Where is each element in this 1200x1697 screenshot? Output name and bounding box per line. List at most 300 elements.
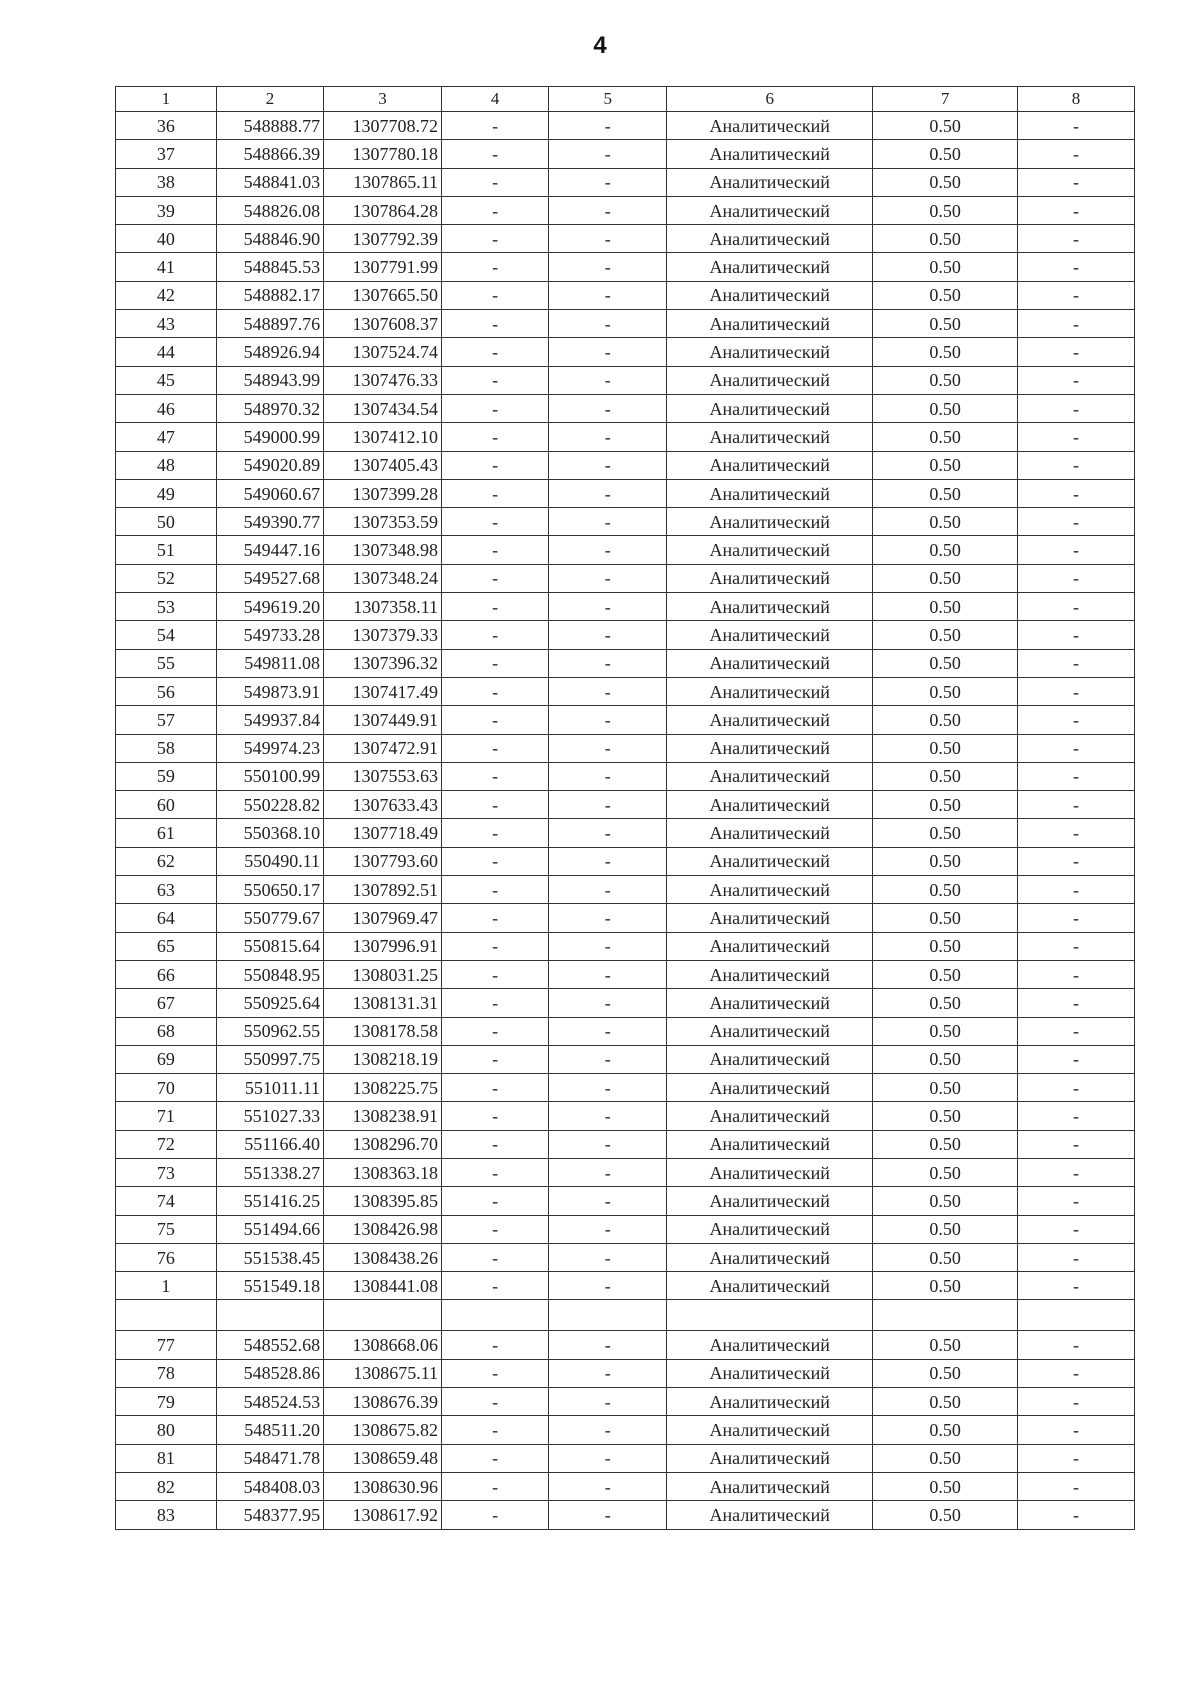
point-number-cell: 82 bbox=[116, 1472, 217, 1500]
column-5-cell: - bbox=[549, 310, 667, 338]
x-coordinate-cell: 551166.40 bbox=[216, 1130, 323, 1158]
table-row bbox=[116, 1243, 1135, 1271]
point-number-cell: 50 bbox=[116, 508, 217, 536]
x-coordinate-cell: 551538.45 bbox=[216, 1243, 323, 1271]
column-8-cell: - bbox=[1018, 253, 1135, 281]
column-5-cell: - bbox=[549, 1215, 667, 1243]
y-coordinate-cell: 1308238.91 bbox=[324, 1102, 442, 1130]
y-coordinate-cell: 1307524.74 bbox=[324, 338, 442, 366]
method-cell: Аналитический bbox=[667, 819, 873, 847]
table-row bbox=[116, 649, 1135, 677]
y-coordinate-cell: 1307969.47 bbox=[324, 904, 442, 932]
column-8-cell: - bbox=[1018, 366, 1135, 394]
column-4-cell: - bbox=[442, 564, 549, 592]
column-8-cell: - bbox=[1018, 196, 1135, 224]
column-4-cell: - bbox=[442, 876, 549, 904]
column-header: 8 bbox=[1018, 87, 1135, 112]
y-coordinate-cell: 1307353.59 bbox=[324, 508, 442, 536]
column-8-cell: - bbox=[1018, 536, 1135, 564]
y-coordinate-cell: 1307780.18 bbox=[324, 140, 442, 168]
method-cell: Аналитический bbox=[667, 1331, 873, 1359]
table-row bbox=[116, 1501, 1135, 1529]
column-4-cell: - bbox=[442, 1130, 549, 1158]
point-number-cell: 41 bbox=[116, 253, 217, 281]
method-cell: Аналитический bbox=[667, 989, 873, 1017]
y-coordinate-cell: 1308296.70 bbox=[324, 1130, 442, 1158]
method-cell: Аналитический bbox=[667, 847, 873, 875]
accuracy-cell: 0.50 bbox=[873, 1472, 1018, 1500]
table-row bbox=[116, 1102, 1135, 1130]
column-8-cell: - bbox=[1018, 649, 1135, 677]
column-8-cell: - bbox=[1018, 1501, 1135, 1529]
column-5-cell: - bbox=[549, 876, 667, 904]
x-coordinate-cell bbox=[216, 1300, 323, 1331]
method-cell: Аналитический bbox=[667, 1416, 873, 1444]
y-coordinate-cell: 1308659.48 bbox=[324, 1444, 442, 1472]
column-5-cell: - bbox=[549, 338, 667, 366]
x-coordinate-cell: 548528.86 bbox=[216, 1359, 323, 1387]
column-4-cell: - bbox=[442, 762, 549, 790]
x-coordinate-cell: 549873.91 bbox=[216, 677, 323, 705]
column-8-cell: - bbox=[1018, 423, 1135, 451]
table-row bbox=[116, 706, 1135, 734]
table-row bbox=[116, 1416, 1135, 1444]
column-5-cell: - bbox=[549, 1331, 667, 1359]
x-coordinate-cell: 548511.20 bbox=[216, 1416, 323, 1444]
table-row bbox=[116, 1074, 1135, 1102]
point-number-cell: 79 bbox=[116, 1388, 217, 1416]
x-coordinate-cell: 548552.68 bbox=[216, 1331, 323, 1359]
accuracy-cell: 0.50 bbox=[873, 791, 1018, 819]
method-cell: Аналитический bbox=[667, 593, 873, 621]
column-4-cell: - bbox=[442, 1359, 549, 1387]
column-header: 7 bbox=[873, 87, 1018, 112]
column-8-cell: - bbox=[1018, 677, 1135, 705]
column-4-cell: - bbox=[442, 1102, 549, 1130]
y-coordinate-cell: 1308363.18 bbox=[324, 1158, 442, 1186]
x-coordinate-cell: 550962.55 bbox=[216, 1017, 323, 1045]
x-coordinate-cell: 550650.17 bbox=[216, 876, 323, 904]
y-coordinate-cell: 1307792.39 bbox=[324, 225, 442, 253]
column-5-cell: - bbox=[549, 1074, 667, 1102]
point-number-cell: 70 bbox=[116, 1074, 217, 1102]
table-row bbox=[116, 196, 1135, 224]
y-coordinate-cell: 1307718.49 bbox=[324, 819, 442, 847]
accuracy-cell: 0.50 bbox=[873, 112, 1018, 140]
column-4-cell: - bbox=[442, 281, 549, 309]
column-5-cell: - bbox=[549, 1045, 667, 1073]
column-5-cell: - bbox=[549, 140, 667, 168]
point-number-cell: 67 bbox=[116, 989, 217, 1017]
method-cell: Аналитический bbox=[667, 706, 873, 734]
accuracy-cell: 0.50 bbox=[873, 310, 1018, 338]
table-row bbox=[116, 1359, 1135, 1387]
table-row bbox=[116, 791, 1135, 819]
accuracy-cell: 0.50 bbox=[873, 649, 1018, 677]
accuracy-cell: 0.50 bbox=[873, 1416, 1018, 1444]
column-5-cell: - bbox=[549, 649, 667, 677]
column-8-cell: - bbox=[1018, 338, 1135, 366]
accuracy-cell: 0.50 bbox=[873, 960, 1018, 988]
point-number-cell: 69 bbox=[116, 1045, 217, 1073]
y-coordinate-cell: 1307472.91 bbox=[324, 734, 442, 762]
x-coordinate-cell: 549619.20 bbox=[216, 593, 323, 621]
accuracy-cell: 0.50 bbox=[873, 140, 1018, 168]
x-coordinate-cell: 550100.99 bbox=[216, 762, 323, 790]
column-4-cell: - bbox=[442, 1501, 549, 1529]
column-4-cell: - bbox=[442, 1416, 549, 1444]
table-row bbox=[116, 310, 1135, 338]
accuracy-cell: 0.50 bbox=[873, 1359, 1018, 1387]
x-coordinate-cell: 550490.11 bbox=[216, 847, 323, 875]
method-cell: Аналитический bbox=[667, 168, 873, 196]
column-5-cell: - bbox=[549, 791, 667, 819]
column-4-cell: - bbox=[442, 1215, 549, 1243]
column-8-cell: - bbox=[1018, 1017, 1135, 1045]
column-4-cell: - bbox=[442, 168, 549, 196]
column-8-cell: - bbox=[1018, 225, 1135, 253]
table-row bbox=[116, 112, 1135, 140]
column-4-cell: - bbox=[442, 423, 549, 451]
column-5-cell: - bbox=[549, 225, 667, 253]
x-coordinate-cell: 548943.99 bbox=[216, 366, 323, 394]
method-cell: Аналитический bbox=[667, 791, 873, 819]
column-4-cell: - bbox=[442, 1331, 549, 1359]
x-coordinate-cell: 549060.67 bbox=[216, 479, 323, 507]
table-row bbox=[116, 593, 1135, 621]
y-coordinate-cell: 1307791.99 bbox=[324, 253, 442, 281]
column-4-cell: - bbox=[442, 253, 549, 281]
column-5-cell: - bbox=[549, 677, 667, 705]
method-cell: Аналитический bbox=[667, 960, 873, 988]
accuracy-cell: 0.50 bbox=[873, 876, 1018, 904]
y-coordinate-cell: 1307996.91 bbox=[324, 932, 442, 960]
table-row bbox=[116, 168, 1135, 196]
x-coordinate-cell: 548926.94 bbox=[216, 338, 323, 366]
point-number-cell: 43 bbox=[116, 310, 217, 338]
accuracy-cell: 0.50 bbox=[873, 932, 1018, 960]
method-cell: Аналитический bbox=[667, 1187, 873, 1215]
column-5-cell: - bbox=[549, 1130, 667, 1158]
point-number-cell: 40 bbox=[116, 225, 217, 253]
point-number-cell: 80 bbox=[116, 1416, 217, 1444]
method-cell: Аналитический bbox=[667, 1215, 873, 1243]
method-cell: Аналитический bbox=[667, 366, 873, 394]
method-cell: Аналитический bbox=[667, 225, 873, 253]
column-8-cell: - bbox=[1018, 1272, 1135, 1300]
column-4-cell: - bbox=[442, 989, 549, 1017]
point-number-cell: 72 bbox=[116, 1130, 217, 1158]
table-row bbox=[116, 621, 1135, 649]
column-4-cell: - bbox=[442, 649, 549, 677]
point-number-cell: 63 bbox=[116, 876, 217, 904]
accuracy-cell: 0.50 bbox=[873, 564, 1018, 592]
column-4-cell: - bbox=[442, 112, 549, 140]
column-4-cell: - bbox=[442, 677, 549, 705]
accuracy-cell: 0.50 bbox=[873, 989, 1018, 1017]
accuracy-cell: 0.50 bbox=[873, 253, 1018, 281]
column-4-cell: - bbox=[442, 791, 549, 819]
accuracy-cell: 0.50 bbox=[873, 762, 1018, 790]
column-8-cell: - bbox=[1018, 819, 1135, 847]
x-coordinate-cell: 548882.17 bbox=[216, 281, 323, 309]
y-coordinate-cell: 1307396.32 bbox=[324, 649, 442, 677]
column-5-cell: - bbox=[549, 1416, 667, 1444]
x-coordinate-cell: 551011.11 bbox=[216, 1074, 323, 1102]
y-coordinate-cell: 1307864.28 bbox=[324, 196, 442, 224]
method-cell: Аналитический bbox=[667, 1444, 873, 1472]
column-5-cell: - bbox=[549, 253, 667, 281]
point-number-cell: 58 bbox=[116, 734, 217, 762]
column-8-cell: - bbox=[1018, 564, 1135, 592]
column-4-cell: - bbox=[442, 904, 549, 932]
method-cell: Аналитический bbox=[667, 281, 873, 309]
y-coordinate-cell: 1307417.49 bbox=[324, 677, 442, 705]
spacer-row bbox=[116, 1300, 1135, 1331]
y-coordinate-cell: 1307348.24 bbox=[324, 564, 442, 592]
x-coordinate-cell: 548970.32 bbox=[216, 394, 323, 422]
accuracy-cell bbox=[873, 1300, 1018, 1331]
column-4-cell: - bbox=[442, 706, 549, 734]
method-cell: Аналитический bbox=[667, 1359, 873, 1387]
table-row bbox=[116, 225, 1135, 253]
method-cell: Аналитический bbox=[667, 1017, 873, 1045]
coordinates-table bbox=[115, 86, 1135, 1530]
accuracy-cell: 0.50 bbox=[873, 847, 1018, 875]
column-5-cell: - bbox=[549, 932, 667, 960]
accuracy-cell: 0.50 bbox=[873, 423, 1018, 451]
y-coordinate-cell: 1307358.11 bbox=[324, 593, 442, 621]
column-5-cell: - bbox=[549, 734, 667, 762]
x-coordinate-cell: 548524.53 bbox=[216, 1388, 323, 1416]
point-number-cell: 57 bbox=[116, 706, 217, 734]
point-number-cell: 37 bbox=[116, 140, 217, 168]
column-5-cell: - bbox=[549, 394, 667, 422]
table-row bbox=[116, 366, 1135, 394]
table-header-row bbox=[116, 87, 1135, 112]
table-row bbox=[116, 904, 1135, 932]
x-coordinate-cell: 551416.25 bbox=[216, 1187, 323, 1215]
column-4-cell: - bbox=[442, 479, 549, 507]
column-8-cell: - bbox=[1018, 310, 1135, 338]
column-8-cell: - bbox=[1018, 1102, 1135, 1130]
column-4-cell: - bbox=[442, 1444, 549, 1472]
column-8-cell: - bbox=[1018, 1243, 1135, 1271]
x-coordinate-cell: 548845.53 bbox=[216, 253, 323, 281]
table-row bbox=[116, 960, 1135, 988]
table-row bbox=[116, 819, 1135, 847]
method-cell: Аналитический bbox=[667, 338, 873, 366]
column-5-cell: - bbox=[549, 479, 667, 507]
accuracy-cell: 0.50 bbox=[873, 593, 1018, 621]
accuracy-cell: 0.50 bbox=[873, 1388, 1018, 1416]
x-coordinate-cell: 549733.28 bbox=[216, 621, 323, 649]
x-coordinate-cell: 550997.75 bbox=[216, 1045, 323, 1073]
column-5-cell: - bbox=[549, 281, 667, 309]
column-5-cell: - bbox=[549, 706, 667, 734]
method-cell: Аналитический bbox=[667, 1102, 873, 1130]
accuracy-cell: 0.50 bbox=[873, 196, 1018, 224]
x-coordinate-cell: 549447.16 bbox=[216, 536, 323, 564]
y-coordinate-cell: 1308438.26 bbox=[324, 1243, 442, 1271]
accuracy-cell: 0.50 bbox=[873, 677, 1018, 705]
method-cell: Аналитический bbox=[667, 479, 873, 507]
column-8-cell: - bbox=[1018, 1074, 1135, 1102]
column-4-cell: - bbox=[442, 1187, 549, 1215]
column-5-cell: - bbox=[549, 451, 667, 479]
y-coordinate-cell: 1307405.43 bbox=[324, 451, 442, 479]
table-row bbox=[116, 1130, 1135, 1158]
column-8-cell: - bbox=[1018, 904, 1135, 932]
accuracy-cell: 0.50 bbox=[873, 168, 1018, 196]
column-5-cell: - bbox=[549, 1243, 667, 1271]
x-coordinate-cell: 548841.03 bbox=[216, 168, 323, 196]
accuracy-cell: 0.50 bbox=[873, 1045, 1018, 1073]
column-5-cell: - bbox=[549, 593, 667, 621]
column-4-cell: - bbox=[442, 451, 549, 479]
column-5-cell: - bbox=[549, 112, 667, 140]
y-coordinate-cell bbox=[324, 1300, 442, 1331]
table-row bbox=[116, 140, 1135, 168]
accuracy-cell: 0.50 bbox=[873, 1272, 1018, 1300]
column-4-cell bbox=[442, 1300, 549, 1331]
accuracy-cell: 0.50 bbox=[873, 1102, 1018, 1130]
column-5-cell: - bbox=[549, 1472, 667, 1500]
column-8-cell: - bbox=[1018, 1187, 1135, 1215]
column-8-cell: - bbox=[1018, 508, 1135, 536]
method-cell: Аналитический bbox=[667, 253, 873, 281]
method-cell: Аналитический bbox=[667, 451, 873, 479]
point-number-cell: 66 bbox=[116, 960, 217, 988]
column-5-cell: - bbox=[549, 1388, 667, 1416]
method-cell: Аналитический bbox=[667, 310, 873, 338]
y-coordinate-cell: 1308178.58 bbox=[324, 1017, 442, 1045]
column-4-cell: - bbox=[442, 1388, 549, 1416]
column-4-cell: - bbox=[442, 1472, 549, 1500]
column-4-cell: - bbox=[442, 1074, 549, 1102]
column-4-cell: - bbox=[442, 847, 549, 875]
table-row bbox=[116, 989, 1135, 1017]
table-row bbox=[116, 932, 1135, 960]
y-coordinate-cell: 1307708.72 bbox=[324, 112, 442, 140]
point-number-cell: 51 bbox=[116, 536, 217, 564]
accuracy-cell: 0.50 bbox=[873, 1158, 1018, 1186]
column-8-cell: - bbox=[1018, 762, 1135, 790]
point-number-cell: 36 bbox=[116, 112, 217, 140]
point-number-cell: 38 bbox=[116, 168, 217, 196]
column-8-cell: - bbox=[1018, 451, 1135, 479]
x-coordinate-cell: 548888.77 bbox=[216, 112, 323, 140]
column-8-cell: - bbox=[1018, 1359, 1135, 1387]
point-number-cell: 55 bbox=[116, 649, 217, 677]
point-number-cell: 74 bbox=[116, 1187, 217, 1215]
page-number: 4 bbox=[593, 32, 607, 59]
method-cell: Аналитический bbox=[667, 112, 873, 140]
accuracy-cell: 0.50 bbox=[873, 1017, 1018, 1045]
column-8-cell: - bbox=[1018, 960, 1135, 988]
y-coordinate-cell: 1307434.54 bbox=[324, 394, 442, 422]
y-coordinate-cell: 1308617.92 bbox=[324, 1501, 442, 1529]
table-row bbox=[116, 734, 1135, 762]
point-number-cell: 61 bbox=[116, 819, 217, 847]
accuracy-cell: 0.50 bbox=[873, 734, 1018, 762]
table-row bbox=[116, 536, 1135, 564]
method-cell: Аналитический bbox=[667, 1272, 873, 1300]
table-row bbox=[116, 1187, 1135, 1215]
x-coordinate-cell: 549020.89 bbox=[216, 451, 323, 479]
column-8-cell: - bbox=[1018, 394, 1135, 422]
method-cell: Аналитический bbox=[667, 1472, 873, 1500]
accuracy-cell: 0.50 bbox=[873, 1187, 1018, 1215]
y-coordinate-cell: 1307633.43 bbox=[324, 791, 442, 819]
column-4-cell: - bbox=[442, 1158, 549, 1186]
column-5-cell: - bbox=[549, 196, 667, 224]
point-number-cell: 83 bbox=[116, 1501, 217, 1529]
accuracy-cell: 0.50 bbox=[873, 366, 1018, 394]
method-cell: Аналитический bbox=[667, 423, 873, 451]
table-row bbox=[116, 394, 1135, 422]
column-4-cell: - bbox=[442, 140, 549, 168]
accuracy-cell: 0.50 bbox=[873, 394, 1018, 422]
accuracy-cell: 0.50 bbox=[873, 1074, 1018, 1102]
table-row bbox=[116, 1215, 1135, 1243]
table-row bbox=[116, 423, 1135, 451]
column-4-cell: - bbox=[442, 819, 549, 847]
column-8-cell: - bbox=[1018, 1388, 1135, 1416]
point-number-cell: 75 bbox=[116, 1215, 217, 1243]
y-coordinate-cell: 1308630.96 bbox=[324, 1472, 442, 1500]
table-row bbox=[116, 762, 1135, 790]
point-number-cell: 48 bbox=[116, 451, 217, 479]
column-5-cell: - bbox=[549, 1158, 667, 1186]
accuracy-cell: 0.50 bbox=[873, 281, 1018, 309]
x-coordinate-cell: 548846.90 bbox=[216, 225, 323, 253]
x-coordinate-cell: 551338.27 bbox=[216, 1158, 323, 1186]
x-coordinate-cell: 550228.82 bbox=[216, 791, 323, 819]
method-cell: Аналитический bbox=[667, 1130, 873, 1158]
column-8-cell: - bbox=[1018, 876, 1135, 904]
point-number-cell: 49 bbox=[116, 479, 217, 507]
y-coordinate-cell: 1308675.11 bbox=[324, 1359, 442, 1387]
point-number-cell: 81 bbox=[116, 1444, 217, 1472]
column-4-cell: - bbox=[442, 932, 549, 960]
method-cell: Аналитический bbox=[667, 932, 873, 960]
column-8-cell: - bbox=[1018, 847, 1135, 875]
y-coordinate-cell: 1307793.60 bbox=[324, 847, 442, 875]
column-5-cell: - bbox=[549, 1272, 667, 1300]
column-header: 5 bbox=[549, 87, 667, 112]
point-number-cell: 52 bbox=[116, 564, 217, 592]
point-number-cell: 42 bbox=[116, 281, 217, 309]
y-coordinate-cell: 1307892.51 bbox=[324, 876, 442, 904]
column-5-cell: - bbox=[549, 989, 667, 1017]
method-cell: Аналитический bbox=[667, 1388, 873, 1416]
point-number-cell: 73 bbox=[116, 1158, 217, 1186]
x-coordinate-cell: 550779.67 bbox=[216, 904, 323, 932]
column-5-cell: - bbox=[549, 960, 667, 988]
column-8-cell: - bbox=[1018, 932, 1135, 960]
column-5-cell: - bbox=[549, 536, 667, 564]
point-number-cell: 45 bbox=[116, 366, 217, 394]
point-number-cell bbox=[116, 1300, 217, 1331]
table-row bbox=[116, 338, 1135, 366]
accuracy-cell: 0.50 bbox=[873, 1243, 1018, 1271]
y-coordinate-cell: 1307412.10 bbox=[324, 423, 442, 451]
column-5-cell: - bbox=[549, 762, 667, 790]
y-coordinate-cell: 1308225.75 bbox=[324, 1074, 442, 1102]
column-4-cell: - bbox=[442, 196, 549, 224]
x-coordinate-cell: 549527.68 bbox=[216, 564, 323, 592]
